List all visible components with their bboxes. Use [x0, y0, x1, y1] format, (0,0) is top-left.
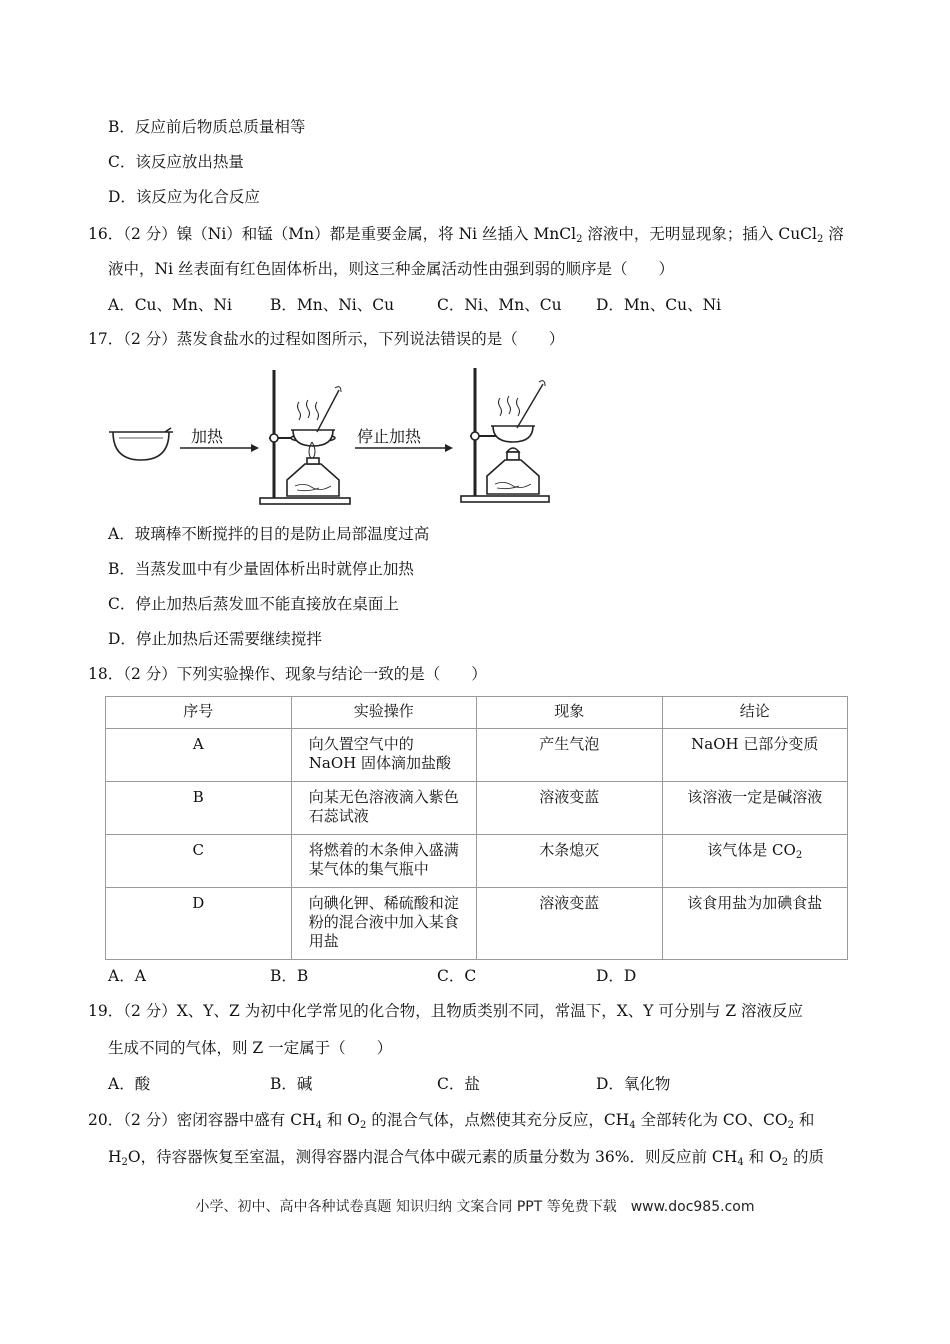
table-cell-id: D: [106, 888, 292, 960]
q17-evaporation-figure: [105, 362, 560, 512]
table-cell-operation: 向久置空气中的 NaOH 固体滴加盐酸: [291, 729, 477, 782]
q16-option-a: A．Cu、Mn、Ni: [108, 296, 232, 314]
q18-option-d: D．D: [596, 967, 637, 985]
q19-option-a: A．酸: [108, 1075, 151, 1093]
q19-options: [108, 1074, 868, 1094]
arrow-label-heating: 加热: [191, 427, 224, 446]
apparatus-heating: [260, 370, 350, 504]
table-cell-operation: 将燃着的木条伸入盛满某气体的集气瓶中: [291, 835, 477, 888]
q20-stem-line2: $H_2O$，待容器恢复至室温，测得容器内混合气体中碳元素的质量分数为 36%．则反应前 $CH_4$ 和 $O_2$ 的质: [108, 1148, 825, 1168]
q16-stem-line2: 液中，Ni 丝表面有红色固体析出，则这三种金属活动性由强到弱的顺序是（ ）: [108, 260, 674, 278]
q15-option-d: D．该反应为化合反应: [108, 188, 260, 206]
arrow-label-stop-heating: 停止加热: [357, 427, 422, 446]
q16-option-b: B．Mn、Ni、Cu: [270, 296, 395, 314]
table-cell-id: C: [106, 835, 292, 888]
q18-options: [108, 966, 868, 986]
q20-stem-line1: 20．（2 分）密闭容器中盛有 $CH_4$ 和 $O_2$ 的混合气体，点燃使其充分反应，$CH_4$ 全部转化为 CO、$CO_2$ 和: [88, 1111, 815, 1131]
q15-option-c: C．该反应放出热量: [108, 153, 244, 171]
q19-stem-line1: 19．（2 分）X、Y、Z 为初中化学常见的化合物，且物质类别不同，常温下，X、Y 可分别与 Z 溶液反应: [88, 1002, 804, 1020]
q17-option-a: A．玻璃棒不断搅拌的目的是防止局部温度过高: [108, 525, 430, 543]
q16-option-d: D．Mn、Cu、Ni: [596, 296, 722, 314]
table-cell-conclusion: 该气体是 $CO_2$: [662, 835, 848, 888]
q16-stem-line1: 16．（2 分）镍（Ni）和锰（Mn）都是重要金属，将 Ni 丝插入 MnCl$_2$ 溶液中，无明显现象；插入 CuCl$_2$ 溶: [88, 225, 844, 245]
q18-option-c: C．C: [437, 967, 477, 985]
page-footer: 小学、初中、高中各种试卷真题 知识归纳 文案合同 PPT 等免费下载 www.doc985.com: [195, 1199, 755, 1215]
q19-option-c: C．盐: [437, 1075, 480, 1093]
q15-option-b: B．反应前后物质总质量相等: [108, 118, 306, 136]
table-row: [106, 782, 848, 835]
table-row: [106, 729, 848, 782]
q17-option-d: D．停止加热后还需要继续搅拌: [108, 630, 322, 648]
table-cell-phenomenon: 产生气泡: [477, 729, 663, 782]
apparatus-stopped: [461, 368, 549, 502]
table-header-cell: 结论: [662, 697, 848, 729]
q16-option-c: C．Ni、Mn、Cu: [437, 296, 562, 314]
table-header-cell: 现象: [477, 697, 663, 729]
table-cell-operation: 向碘化钾、稀硫酸和淀粉的混合液中加入某食用盐: [291, 888, 477, 960]
q17-stem: 17．（2 分）蒸发食盐水的过程如图所示，下列说法错误的是（ ）: [88, 330, 565, 348]
table-row: [106, 888, 848, 960]
q19-option-d: D．氧化物: [596, 1075, 671, 1093]
q16-options: [108, 295, 868, 315]
table-cell-phenomenon: 溶液变蓝: [477, 782, 663, 835]
table-cell-conclusion: 该溶液一定是碱溶液: [662, 782, 848, 835]
table-cell-operation: 向某无色溶液滴入紫色石蕊试液: [291, 782, 477, 835]
table-header-cell: 实验操作: [291, 697, 477, 729]
table-cell-phenomenon: 溶液变蓝: [477, 888, 663, 960]
q18-stem: 18．（2 分）下列实验操作、现象与结论一致的是（ ）: [88, 665, 487, 683]
q19-stem-line2: 生成不同的气体，则 Z 一定属于（ ）: [108, 1039, 393, 1057]
table-cell-phenomenon: 木条熄灭: [477, 835, 663, 888]
evaporating-dish-icon: [109, 428, 173, 460]
q18-table: [105, 696, 848, 960]
table-header-row: [106, 697, 848, 729]
table-cell-conclusion: 该食用盐为加碘食盐: [662, 888, 848, 960]
q18-option-a: A．A: [108, 967, 146, 985]
q17-option-b: B．当蒸发皿中有少量固体析出时就停止加热: [108, 560, 414, 578]
q18-option-b: B．B: [270, 967, 309, 985]
table-cell-id: B: [106, 782, 292, 835]
q19-option-b: B．碱: [270, 1075, 313, 1093]
table-cell-id: A: [106, 729, 292, 782]
table-row: [106, 835, 848, 888]
q17-option-c: C．停止加热后蒸发皿不能直接放在桌面上: [108, 595, 399, 613]
table-cell-conclusion: NaOH 已部分变质: [662, 729, 848, 782]
table-header-cell: 序号: [106, 697, 292, 729]
